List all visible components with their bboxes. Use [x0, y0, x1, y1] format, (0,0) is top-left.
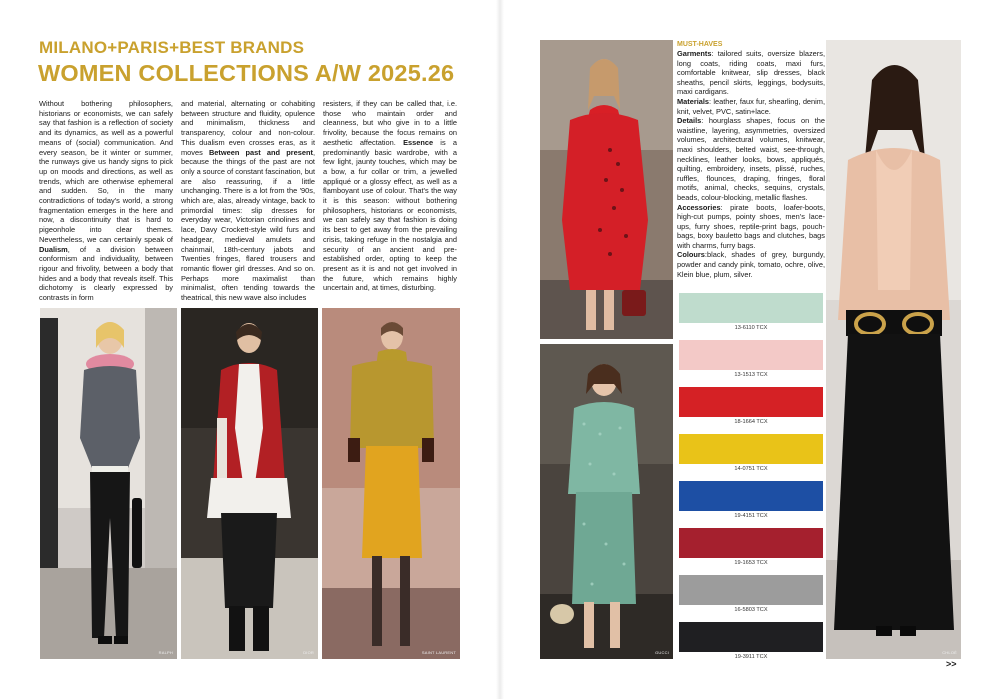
keyword: Dualism	[39, 244, 68, 254]
keyword: Essence	[403, 137, 434, 147]
must-haves-panel	[677, 40, 825, 279]
page-gutter	[496, 0, 504, 699]
body-text: resisters, if they can be called that, i.e. those who maintain order and cleanness, but who give in to a little frivolity, because the focus remains on aesthetic affectation.	[323, 99, 457, 147]
body-text: Without bothering philosophers, historians or economists, we can safely say that fashion is a reflection of society and its dynamics, as well as a powerful means of (social) communication. And every season, be it winter or summer, the runways give us handy signs to pick up on moods and directions, as well as trends, which are otherwise ephemeral and sudden. So, in the many contradictions of today's world, a strong fragmentation emerges in the here and now, a discontinuity that is hard to pigeonhole into clear themes. Nevertheless, we can certainly speak of	[39, 99, 173, 244]
runway-photo-blush-blouse	[826, 40, 961, 659]
text: : pirate boots, loafer-boots, high-cut pumps, pointy shoes, men's lace-ups, furry shoes, reptile-print bags, pouch-bags, boxy bauletto bags and clutches, bags with charms, furry bags.	[677, 202, 825, 250]
swatch-blue	[679, 481, 823, 511]
must-haves-garments	[677, 49, 825, 97]
photo-credit: GUCCI	[655, 650, 669, 655]
swatch-code: 16-5803 TCX	[734, 607, 768, 613]
page-title: WOMEN COLLECTIONS A/W 2025.26	[38, 60, 455, 86]
swatch-red	[679, 387, 823, 417]
swatch-code: 19-3911 TCX	[734, 654, 768, 660]
next-page-arrow[interactable]: >>	[946, 659, 957, 669]
swatch-burgundy	[679, 528, 823, 558]
must-haves-title: MUST-HAVES	[677, 41, 723, 48]
runway-photo-ochre-look	[322, 308, 460, 659]
body-column-3	[323, 99, 457, 305]
swatch-code: 13-6110 TCX	[734, 325, 768, 331]
runway-photo-red-jacket	[181, 308, 318, 659]
keyword: Between past and present	[208, 147, 313, 157]
photo-credit: CHLOÉ	[942, 650, 957, 655]
photo-credit: DIOR	[303, 650, 314, 655]
label: Details	[677, 116, 702, 126]
runway-photo-green-sequin	[540, 344, 673, 659]
runway-photo-grey-peplum	[40, 308, 177, 659]
body-text: , because the things of the past are not only a source of constant fascination, but are also reassuring, if a little unchanging. There is a lot from the '90s, which are, alas, already vintage, back to primordial times: slip dresses for everyday wear, Victorian crinolines and lace, Davy Crockett-style wild furs and headgear, medieval amulets and chainmail, 18th-century jabots and Twenties fringes, flared trousers and romantic flower girl dresses. And so on. Perhaps more maximalist than minimalist, often tending towards the theatrical, this new wave also includes	[181, 147, 315, 303]
photo-credit: SAINT LAURENT	[421, 650, 456, 655]
label: Colours	[677, 250, 705, 260]
body-column-2	[181, 99, 315, 305]
swatch-code: 13-1513 TCX	[734, 372, 768, 378]
swatch-code: 14-0751 TCX	[734, 466, 768, 472]
body-text: , of a division between conformism and individuality, between rigour and frivolity, between a body that hides and a body that reveals itself. This dichotomy is clearly expressed by contrasts in form	[39, 244, 173, 303]
text: : leather, faux fur, shearling, denim, knit, velvet, PVC, satin+lace.	[677, 96, 825, 116]
text: :black, shades of grey, burgundy, powder and candy pink, tomato, ochre, olive, Klein blue, plum, silver.	[677, 250, 825, 279]
must-haves-materials	[677, 97, 825, 116]
photo-credit: RALPH	[158, 650, 173, 655]
label: Garments	[677, 49, 712, 58]
swatch-grey	[679, 575, 823, 605]
must-haves-accessories	[677, 203, 825, 251]
must-haves-details	[677, 116, 825, 202]
swatch-code: 18-1664 TCX	[734, 419, 768, 425]
swatch-yellow	[679, 434, 823, 464]
swatch-code: 19-1653 TCX	[734, 560, 768, 566]
swatch-mint	[679, 293, 823, 323]
swatch-pink	[679, 340, 823, 370]
swatch-code: 19-4151 TCX	[734, 513, 768, 519]
swatch-black	[679, 622, 823, 652]
text: : tailored suits, oversize blazers, long coats, riding coats, maxi furs, comfortable knitwear, slip dresses, black sheaths, pencil skirts, leggings, bodysuits, maxi cardigans.	[677, 49, 825, 97]
text: : hourglass shapes, focus on the waistline, layering, asymmetries, oversized volumes, architectural volumes, knitwear, maxi shoulders, belted waist, see-through, necklines, leather looks, bows, appliqués, quilting, embroidery, insets, plissé, ruches, ruffles, flounces, draping, fringes, floral motifs, animal, checks, sequins, crystals, beads, colour-blocking, metallic flashes.	[677, 116, 825, 202]
runway-photo-red-dress	[540, 40, 673, 339]
section-kicker: MILANO+PARIS+BEST BRANDS	[39, 38, 305, 57]
label: Accessories	[677, 202, 721, 212]
must-haves-colours	[677, 250, 825, 279]
body-text: and material, alternating or cohabiting between structure and fluidity, opulence and minimalism, thickness and transparency, colour and non-colour. This dualism even crosses eras, as it moves	[181, 99, 315, 157]
body-text: is a predominantly basic wardrobe, with a few light, jaunty touches, which may be a bow, a fur collar or trim, a jewelled appliqué or a glossy effect, as well as a flamboyant use of colour. That's the way it is this season: without bothering philosophers, historians or economists, we can safely say that fashion is doing its best to get away from the prevailing crisis, taking refuge in the nostalgia and security of an ancient and pre-established order, opting to keep the present as it is and not get involved in the future, which remains highly uncertain and, at times, disturbing.	[323, 137, 457, 293]
label: Materials	[677, 96, 710, 106]
body-column-1	[39, 99, 173, 305]
